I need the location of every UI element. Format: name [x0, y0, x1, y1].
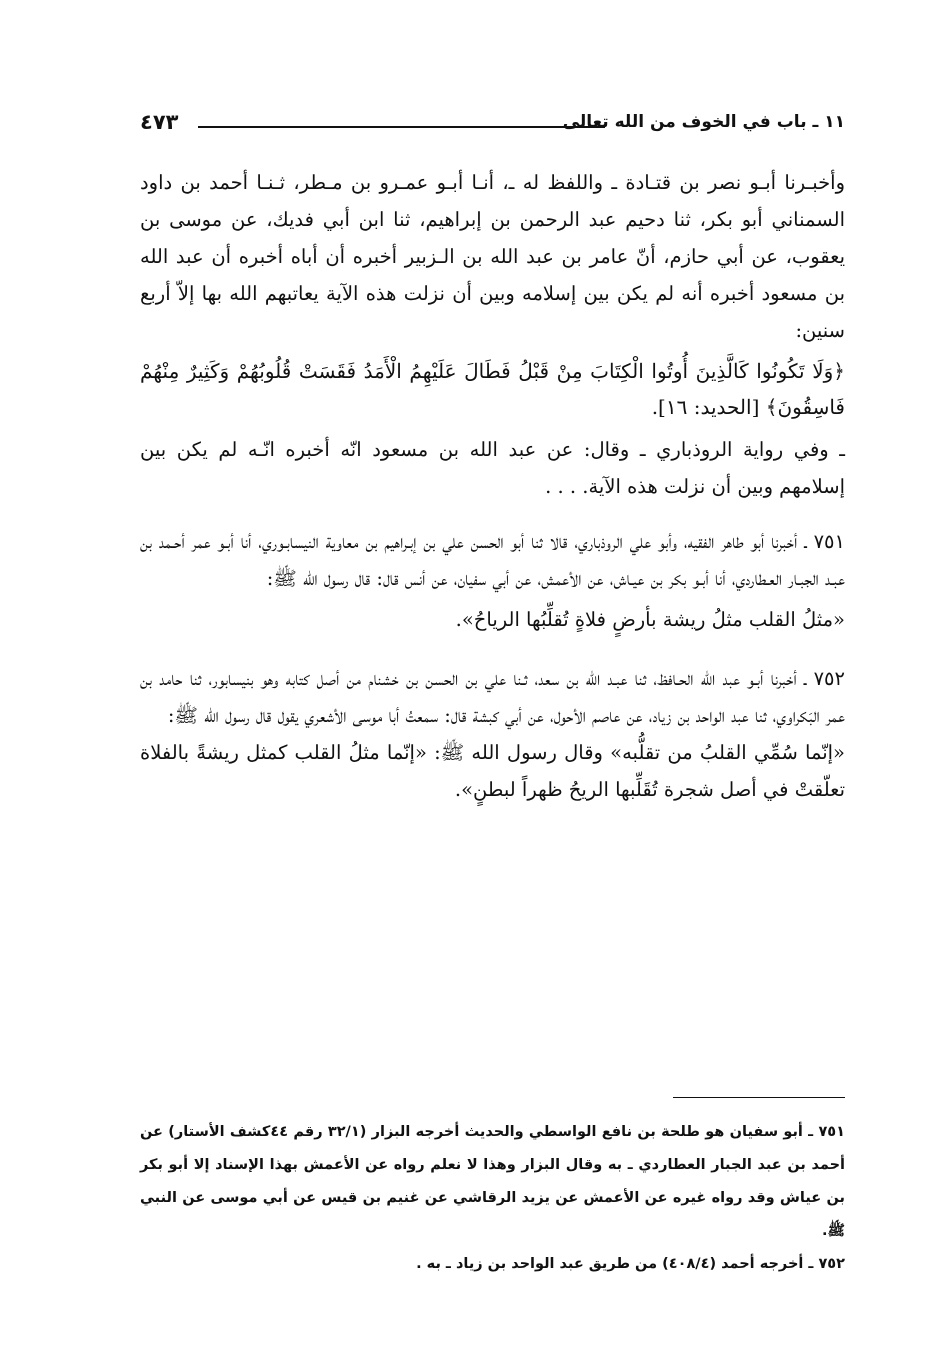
- hadith-751-paragraph: ٧٥١ ـ أخبرنا أبو طاهر الفقيه، وأبو علي الروذباري، قالا ثنا أبو الحسن علي بن إبـراهيم بن معاوية النيسابـوري، أنا أبـو عمر أحـمد بن عبـد الجبـار العـطاردي، أنا أبـو بكر بن عيـاش، عن الأعمش، عن أبي سفيان، عن أنس قال: قال رسول الله ﷺ:: [140, 530, 845, 590]
- header-rule: [198, 126, 605, 128]
- running-header: [140, 110, 845, 144]
- intro-paragraph: وأخبـرنا أبـو نصر بن قتـادة ـ واللفظ له ـ، أنـا أبـو عمـرو بن مـطر، ثـنـا أحمد بن داود السمناني أبو بكر، ثنا دحيم عبد الرحمن بن إبراهيم، ثنا ابن أبي فديك، عن موسى بن يعقوب، عن أبي حازم، أنّ عامر بن عبد الله بن الـزبير أخبره أن أباه أخبره أن عبد الله بن مسعود أخبره أنه لم يكن بين إسلامه وبين أن نزلت هذه الآية يعاتبهم الله بها إلاّ أربع سنين:: [140, 171, 845, 342]
- footnote-752: ٧٥٢ ـ أخرجه أحمد (٤٠٨/٤) من طريق عبد الواحد بن زياد ـ به .: [416, 1256, 845, 1272]
- hadith-751-text: «مثلُ القلب مثلُ ريشة بأرضٍ فلاةٍ تُقلِّبُها الرياحُ».: [455, 608, 845, 631]
- footnote-separator: [673, 1097, 845, 1098]
- rodhbari-paragraph: ـ وفي رواية الروذباري ـ وقال: عن عبد الله بن مسعود انّه أخبره انّـه لم يكن بين إسلامهم وبين أن نزلت هذه الآية. . . .: [140, 438, 845, 498]
- quran-verse: ﴿وَلَا تَكُونُوا كَالَّذِينَ أُوتُوا الْكِتَابَ مِنْ قَبْلُ فَطَالَ عَلَيْهِمُ الْأَمَدُ فَقَسَتْ قُلُوبُهُمْ وَكَثِيرٌ مِنْهُمْ فَاسِقُونَ﴾ [الحديد: ١٦].: [140, 359, 845, 419]
- footnote-751: ٧٥١ ـ أبو سفيان هو طلحة بن نافع الواسطي والحديث أخرجه البزار (٣٢/١ رقم ٤٤كشف الأستار) عن أحمد بن عبد الجبار العطاردي ـ به وقال البزار وهذا لا نعلم رواه عن الأعمش بهذا الإسناد إلا أبو بكر بن عياش وقد رواه غيره عن الأعمش عن يزيد الرقاشي عن غنيم بن قيس عن أبي موسى عن النبي ﷺ.: [140, 1124, 845, 1239]
- chapter-title: ١١ ـ باب في الخوف من الله تعالى: [562, 112, 845, 132]
- page-number: ٤٧٣: [140, 110, 179, 134]
- main-text: [140, 164, 845, 808]
- hadith-752-paragraph: ٧٥٢ ـ أخبرنا أبـو عبد الله الحـافظ، ثنا عبـد الله بن سعد، ثـنا علي بن الحسن بن خشنام من أصل كتابه وهو بنيسابور، ثنا حامد بن عمر البَكراوي، ثنا عبد الواحد بن زياد، عن عاصم الأحول، عن أبي كبشة قال: سمعتُ أبا موسى الأشعري يقول قال رسول الله ﷺ:: [140, 667, 845, 727]
- footnotes: [140, 1116, 845, 1281]
- hadith-752-text: «إنّما سُمِّي القلبُ من تقلُّبه» وقال رسول الله ﷺ: «إنّما مثلُ القلب كمثل ريشةً بالفلاة تعلّقتْ في أصل شجرة تُقَلِّبها الريحُ ظهراً لبطنٍ».: [140, 741, 845, 801]
